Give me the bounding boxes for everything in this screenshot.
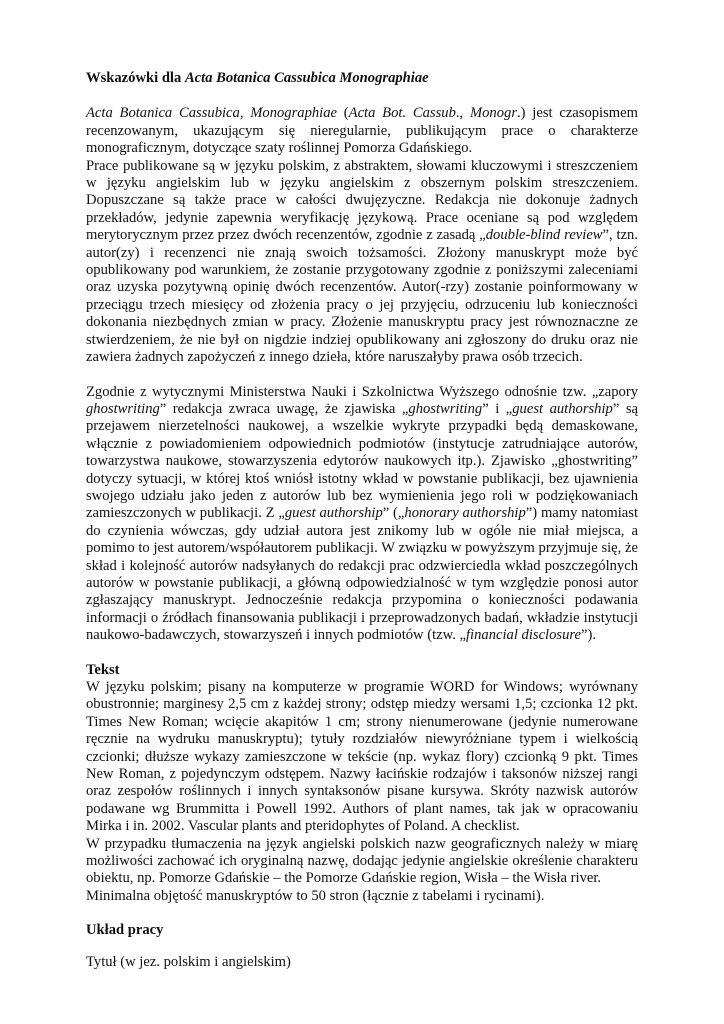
text-run: .) jest czasopismem recenzowanym, ukazującym się nieregularnie, publikującym prace o charakterze monograficznym, dotyczące szaty roślinnej Pomorza Gdańskiego.: [86, 105, 638, 157]
title-journal-name: Acta Botanica Cassubica Monographiae: [184, 70, 429, 86]
emphasis: double-blind review: [485, 227, 603, 244]
text-run: ”).: [580, 627, 596, 644]
text-run: ” („: [382, 505, 405, 522]
emphasis: financial disclosure: [466, 627, 581, 644]
text-run: ” i „: [482, 400, 513, 417]
emphasis: honorary authorship: [404, 505, 526, 522]
tekst-paragraph-3: Minimalna objętość manuskryptów to 50 stron (łącznie z tabelami i rycinami).: [86, 887, 545, 904]
title-prefix: Wskazówki dla: [86, 70, 185, 86]
text-run: Prace publikowane są w języku polskim, z abstraktem, słowami kluczowymi i streszczeniem w języku angielskim lub w języku angielskim z obszernym polskim streszczeniem. Dopuszczane są także prace w całości dwujęzyczne. Redakcja nie dokonuje żadnych przekładów, jedynie zapewnia weryfikację językową. Prace oceniane są pod względem merytorycznym przez przez dwóch recenzentów, zgodnie z zasadą „: [86, 157, 638, 244]
emphasis: ghostwriting: [86, 400, 160, 417]
text-run: ” redakcja zwraca uwagę, że zjawiska „: [159, 400, 409, 417]
uklad-line-1: Tytuł (w jez. polskim i angielskim): [86, 953, 291, 970]
section-heading-tekst: Tekst: [86, 661, 120, 678]
intro-paragraph-1: [86, 105, 638, 157]
intro-paragraph-2: [86, 158, 638, 367]
emphasis: guest authorship: [284, 505, 383, 522]
emphasis: guest authorship: [512, 400, 613, 417]
text-run: ”) mamy natomiast do czynienia wówczas, gdy udział autora jest znikomy lub w ogóle nie miał miejsca, a pomimo to jest autorem/współautorem publikacji. W związku w powyższym przyjmuje się, że skład i kolejność autorów nadsyłanych do redakcji prac odzwierciedla wkład poszczególnych autorów w powstanie publikacji, a główną odpowiedzialność w tym względzie ponosi autor zgłaszający manuskrypt. Jednocześnie redakcja przypomina o konieczności podawania informacji o źródłach finansowania publikacji i przeprowadzonych badań, wkładzie instytucji naukowo-badawczych, stowarzyszeń i innych podmiotów (tzw. „: [86, 505, 639, 644]
text-run: .,: [455, 105, 470, 122]
text-run: ”, tzn. autor(zy) i recenzenci nie znają swoich tożsamości. Złożony manuskrypt może być opublikowany pod warunkiem, że zostanie przygotowany zgodnie z poniższymi zaleceniami oraz uzyska pozytywną opinię dwóch recenzentów. Autor(-rzy) zostanie poinformowany w przeciągu trzech miesięcy od złożenia pracy o jej przyjęciu, odrzuceniu lub konieczności dokonania niezbędnych zmian w pracy. Złożenie manuskryptu pracy jest równoznaczne ze stwierdzeniem, że nie był on nigdzie indziej opublikowany ani zgłoszony do druku oraz nie zawiera żadnych zapożyczeń z innego dzieła, które naruszałyby prawa osób trzecich.: [86, 227, 638, 366]
page-title: [86, 70, 638, 87]
tekst-paragraph-1: W języku polskim; pisany na komputerze w programie WORD for Windows; wyrównany obustronnie; marginesy 2,5 cm z każdej strony; odstęp miedzy wersami 1,5; czcionka 12 pkt. Times New Roman; wcięcie akapitów 1 cm; strony nienumerowane (jedynie numerowane ręcznie na wydruku manuskryptu); tytuły rozdziałów niewyróżniane typem i wielkością czcionki; dłuższe wykazy zamieszczone w tekście (np. wykaz flory) czcionką 9 pkt. Times New Roman, z pojedynczym odstępem. Nazwy łacińskie rodzajów i taksonów niższej rangi oraz zespołów roślinnych i innych syntaksonów pisane kursywa. Skróty nazwisk autorów podawane wg Brummitta i Powell 1992. Authors of plant names, tak jak w opracowaniu Mirka i in. 2002. Vascular plants and pteridophytes of Poland. A checklist.: [86, 679, 638, 835]
tekst-paragraph-2: W przypadku tłumaczenia na język angielski polskich nazw geograficznych należy w miarę możliwości zachować ich oryginalną nazwę, dodając jedynie angielskie określenie charakteru obiektu, np. Pomorze Gdańskie – the Pomorze Gdańskie region, Wisła – the Wisła river.: [86, 835, 638, 887]
ghostwriting-paragraph: [86, 384, 638, 645]
section-heading-uklad-pracy: Układ pracy: [86, 922, 164, 939]
journal-abbreviation: Monogr: [469, 105, 517, 122]
journal-abbreviation: Acta Bot. Cassub: [348, 105, 456, 122]
emphasis: ghostwriting: [408, 400, 483, 417]
text-run: Zgodnie z wytycznymi Ministerstwa Nauki i Szkolnictwa Wyższego odnośnie tzw. „zapory: [86, 383, 638, 400]
text-run: (: [337, 105, 349, 122]
document-page: [86, 70, 638, 971]
text-run: ” są przejawem nierzetelności naukowej, a wszelkie wykryte przypadki będą demaskowane, włącznie z powiadomieniem odpowiednich podmiotów (instytucje zatrudniające autorów, towarzystwa naukowe, stowarzyszenia edytorów naukowych itp.). Zjawisko „ghostwriting” dotyczy sytuacji, w której ktoś wniósł istotny wkład w powstanie publikacji, bez ujawnienia swojego udziału jako jeden z autorów lub bez wymienienia jego roli w podziękowaniach zamieszczonych w publikacji. Z „: [86, 400, 639, 522]
journal-name: Acta Botanica Cassubica, Monographiae: [86, 105, 337, 122]
